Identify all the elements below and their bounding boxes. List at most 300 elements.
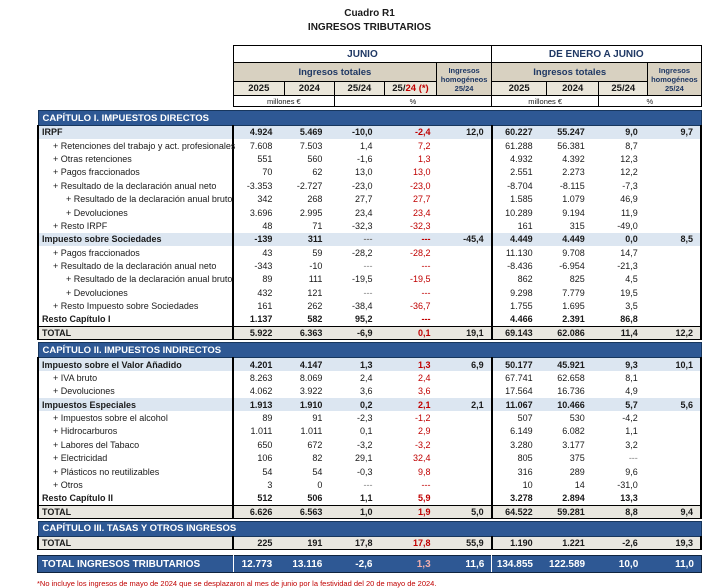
value-cell: 8,8 bbox=[599, 505, 648, 518]
homogeneos-label: Ingresos homogéneos bbox=[440, 65, 488, 84]
value-cell: 3.177 bbox=[562, 439, 585, 450]
value-cell: 11,9 bbox=[620, 207, 638, 218]
value-cell: 10.289 bbox=[505, 207, 533, 218]
value-cell: 89 bbox=[262, 274, 273, 285]
value-cell: 89 bbox=[262, 413, 273, 423]
ingresos-tributarios-table bbox=[37, 45, 702, 550]
value-cell: 3,5 bbox=[625, 301, 638, 312]
value-cell: 289 bbox=[569, 466, 585, 477]
value-cell: 1.011 bbox=[250, 426, 273, 437]
row-label: + Impuestos sobre el alcohol bbox=[38, 411, 233, 424]
value-cell: 1,1 bbox=[625, 426, 638, 437]
value-cell: 8,7 bbox=[625, 140, 638, 151]
value-cell bbox=[648, 438, 701, 451]
value-cell: 46,9 bbox=[620, 194, 638, 205]
value-cell: 9.708 bbox=[562, 247, 585, 258]
table-row bbox=[38, 286, 701, 299]
value-cell: 61.288 bbox=[505, 140, 533, 151]
value-cell: 106 bbox=[257, 453, 273, 464]
unit-pct-junio: % bbox=[334, 96, 491, 107]
col-header-enero-2024: 2024 bbox=[547, 82, 599, 96]
value-cell: 91 bbox=[312, 413, 323, 423]
section-header-label: CAPÍTULO II. IMPUESTOS INDIRECTOS bbox=[38, 343, 701, 358]
value-cell: 5,0 bbox=[437, 505, 492, 518]
homogeneos-ratio-label: 25/24 bbox=[665, 83, 684, 93]
value-cell: 19,1 bbox=[437, 326, 492, 339]
value-cell: 11.130 bbox=[505, 247, 533, 258]
grand-total-value-cell: 1,3 bbox=[385, 556, 437, 573]
table-row bbox=[38, 478, 701, 491]
header-ingresos-totales-junio: Ingresos totales bbox=[233, 63, 436, 82]
value-cell: -6.954 bbox=[559, 261, 585, 272]
value-cell: 225 bbox=[233, 536, 284, 549]
value-cell: -343 bbox=[254, 261, 273, 272]
value-cell: 54 bbox=[312, 466, 323, 477]
value-cell bbox=[648, 152, 701, 165]
value-cell: 64.522 bbox=[492, 505, 547, 518]
value-cell: 9,0 bbox=[599, 126, 648, 139]
row-label: + Resultado de la declaración anual bruto bbox=[38, 192, 233, 205]
value-cell: --- bbox=[363, 479, 373, 490]
value-cell: -139 bbox=[233, 233, 284, 246]
table-row bbox=[38, 233, 701, 246]
value-cell bbox=[648, 166, 701, 179]
value-cell: -3,2 bbox=[356, 439, 373, 450]
grand-total-value-cell: 134.855 bbox=[492, 556, 547, 573]
value-cell: 82 bbox=[312, 453, 323, 464]
value-cell bbox=[437, 166, 492, 179]
value-cell: 17,8 bbox=[384, 536, 436, 549]
value-cell bbox=[437, 385, 492, 398]
value-cell: 650 bbox=[257, 439, 273, 450]
value-cell: 23,4 bbox=[413, 207, 431, 218]
value-cell: 50.177 bbox=[492, 358, 547, 371]
value-cell bbox=[437, 152, 492, 165]
value-cell bbox=[437, 313, 492, 326]
row-label: TOTAL bbox=[38, 505, 233, 518]
value-cell: 111 bbox=[308, 274, 323, 285]
value-cell: -8.115 bbox=[559, 180, 585, 191]
value-cell: -1,6 bbox=[356, 153, 373, 164]
title-block bbox=[37, 8, 702, 33]
value-cell bbox=[648, 411, 701, 424]
value-cell bbox=[648, 259, 701, 272]
value-cell bbox=[648, 478, 701, 491]
value-cell: 32,4 bbox=[413, 453, 431, 464]
value-cell: -49,0 bbox=[617, 220, 638, 231]
value-cell: 5,7 bbox=[599, 398, 648, 411]
value-cell: 2,4 bbox=[418, 372, 431, 383]
value-cell: 7.503 bbox=[299, 140, 323, 151]
value-cell: 27,7 bbox=[354, 194, 373, 205]
value-cell: 12,2 bbox=[648, 326, 701, 339]
value-cell: 4.449 bbox=[492, 233, 547, 246]
value-cell: 1,4 bbox=[359, 140, 373, 151]
value-cell: 45.921 bbox=[547, 358, 599, 371]
value-cell: 3 bbox=[267, 479, 273, 490]
value-cell: 2.273 bbox=[562, 167, 585, 178]
row-label: + Retenciones del trabajo y act. profesionales bbox=[38, 139, 233, 152]
value-cell: 4.466 bbox=[492, 313, 547, 326]
value-cell: 10.466 bbox=[547, 398, 599, 411]
value-cell: 7.608 bbox=[249, 140, 273, 151]
table-row bbox=[38, 492, 701, 505]
value-cell: 23,4 bbox=[354, 207, 373, 218]
value-cell: 11,4 bbox=[599, 326, 648, 339]
value-cell: 1,0 bbox=[334, 505, 384, 518]
value-cell: 14,7 bbox=[620, 247, 638, 258]
table-row bbox=[38, 451, 701, 464]
value-cell: 3.696 bbox=[249, 207, 273, 218]
table-row bbox=[38, 259, 701, 272]
value-cell: 1.079 bbox=[562, 194, 585, 205]
value-cell bbox=[437, 465, 492, 478]
value-cell: 67.741 bbox=[505, 372, 533, 383]
value-cell: -8.704 bbox=[507, 180, 533, 191]
table-row bbox=[38, 505, 701, 518]
value-cell bbox=[648, 300, 701, 313]
col-header-junio-2025: 2025 bbox=[233, 82, 284, 96]
row-label: + Devoluciones bbox=[38, 206, 233, 219]
col-header-junio-2524-star bbox=[384, 82, 436, 96]
value-cell: --- bbox=[421, 261, 431, 272]
value-cell: 3,6 bbox=[418, 386, 431, 397]
table-row bbox=[38, 398, 701, 411]
value-cell bbox=[437, 273, 492, 286]
value-cell: --- bbox=[421, 479, 431, 490]
row-label: + Pagos fraccionados bbox=[38, 166, 233, 179]
value-cell: 1.910 bbox=[284, 398, 334, 411]
table-row bbox=[38, 385, 701, 398]
table-row bbox=[38, 139, 701, 152]
grand-total-value-cell: 12.773 bbox=[233, 556, 284, 573]
value-cell: 3.278 bbox=[492, 492, 547, 505]
value-cell: 70 bbox=[262, 167, 273, 178]
value-cell: 530 bbox=[569, 413, 585, 423]
value-cell: 1.137 bbox=[233, 313, 284, 326]
value-cell: -23,0 bbox=[410, 180, 431, 191]
value-cell: 9.194 bbox=[562, 207, 585, 218]
value-cell: --- bbox=[384, 313, 436, 326]
value-cell: 1.011 bbox=[300, 426, 323, 437]
value-cell: -19,5 bbox=[410, 274, 431, 285]
value-cell: 2,9 bbox=[418, 426, 431, 437]
value-cell: 1.913 bbox=[233, 398, 284, 411]
value-cell: 9.298 bbox=[510, 287, 533, 298]
value-cell: 432 bbox=[257, 287, 273, 298]
table-row bbox=[38, 219, 701, 232]
homogeneos-ratio-label: 25/24 bbox=[454, 83, 474, 93]
value-cell: 672 bbox=[307, 439, 323, 450]
row-label: + Devoluciones bbox=[38, 286, 233, 299]
table-header bbox=[38, 46, 701, 107]
value-cell: 8.263 bbox=[249, 372, 273, 383]
value-cell: 13,0 bbox=[354, 167, 373, 178]
row-label: TOTAL bbox=[38, 536, 233, 549]
value-cell: 1.695 bbox=[562, 301, 585, 312]
value-cell: 59.281 bbox=[547, 505, 599, 518]
value-cell: --- bbox=[334, 233, 384, 246]
value-cell: 4.392 bbox=[562, 153, 585, 164]
unit-millones-junio: millones € bbox=[233, 96, 334, 107]
value-cell: 5,6 bbox=[648, 398, 701, 411]
value-cell bbox=[437, 411, 492, 424]
row-label: + Otras retenciones bbox=[38, 152, 233, 165]
value-cell: -3,2 bbox=[415, 439, 431, 450]
section-header-row bbox=[38, 343, 701, 358]
value-cell bbox=[437, 300, 492, 313]
row-label: Resto Capítulo II bbox=[38, 492, 233, 505]
table-row bbox=[38, 371, 701, 384]
grand-total-value-cell: 13.116 bbox=[284, 556, 334, 573]
grand-total-value-cell: 11,0 bbox=[648, 556, 701, 573]
value-cell: 55,9 bbox=[437, 536, 492, 549]
value-cell: 17,8 bbox=[334, 536, 384, 549]
value-cell: -1,2 bbox=[415, 413, 431, 423]
value-cell: 13,3 bbox=[599, 492, 648, 505]
value-cell: 4,9 bbox=[625, 386, 638, 397]
grand-total-row bbox=[38, 556, 702, 573]
value-cell: 1,3 bbox=[384, 358, 436, 371]
value-cell: 4.449 bbox=[547, 233, 599, 246]
value-cell bbox=[437, 478, 492, 491]
value-cell: -28,2 bbox=[410, 247, 431, 258]
table-row bbox=[38, 300, 701, 313]
col-header-junio-2024: 2024 bbox=[284, 82, 334, 96]
grand-total-value-cell: 10,0 bbox=[599, 556, 648, 573]
value-cell: 512 bbox=[233, 492, 284, 505]
value-cell: 342 bbox=[257, 194, 273, 205]
row-label: + Resultado de la declaración anual neto bbox=[38, 179, 233, 192]
value-cell: 8,5 bbox=[648, 233, 701, 246]
value-cell bbox=[437, 492, 492, 505]
value-cell: -31,0 bbox=[617, 479, 638, 490]
value-cell: 1.755 bbox=[510, 301, 533, 312]
value-cell: 6.626 bbox=[233, 505, 284, 518]
ratio-suffix-red: 24 (*) bbox=[405, 83, 429, 94]
table-row bbox=[38, 326, 701, 339]
value-cell: 19,3 bbox=[648, 536, 701, 549]
value-cell: 29,1 bbox=[354, 453, 373, 464]
value-cell: 311 bbox=[284, 233, 334, 246]
value-cell: 95,2 bbox=[334, 313, 384, 326]
value-cell: 56.381 bbox=[557, 140, 585, 151]
value-cell: 9,4 bbox=[648, 505, 701, 518]
value-cell bbox=[648, 385, 701, 398]
value-cell: 161 bbox=[257, 301, 273, 312]
value-cell bbox=[437, 192, 492, 205]
table-row bbox=[38, 179, 701, 192]
value-cell: 560 bbox=[307, 153, 323, 164]
value-cell: 19,5 bbox=[620, 287, 638, 298]
value-cell: -32,3 bbox=[410, 220, 431, 231]
value-cell bbox=[648, 246, 701, 259]
value-cell: 3.280 bbox=[510, 439, 533, 450]
value-cell bbox=[437, 219, 492, 232]
table-row bbox=[38, 411, 701, 424]
value-cell: 55.247 bbox=[547, 126, 599, 139]
value-cell: 5.469 bbox=[284, 126, 334, 139]
value-cell: 4.147 bbox=[284, 358, 334, 371]
value-cell: 315 bbox=[569, 220, 585, 231]
footnote: *No incluye los ingresos de mayo de 2024 que se desplazaron al mes de junio por la festividad del 20 de mayo de 2024. bbox=[37, 579, 437, 588]
value-cell: 10,1 bbox=[648, 358, 701, 371]
value-cell: 59 bbox=[312, 247, 323, 258]
grand-total-body bbox=[38, 556, 702, 573]
row-label: + Devoluciones bbox=[38, 385, 233, 398]
value-cell: 805 bbox=[517, 453, 533, 464]
value-cell: 6.363 bbox=[284, 326, 334, 339]
value-cell: 9,7 bbox=[648, 126, 701, 139]
value-cell: 6.149 bbox=[510, 426, 533, 437]
value-cell bbox=[648, 492, 701, 505]
value-cell: 507 bbox=[517, 413, 533, 423]
value-cell: 0 bbox=[317, 479, 323, 490]
value-cell: -6,9 bbox=[334, 326, 384, 339]
value-cell: 825 bbox=[569, 274, 585, 285]
grand-total-label: TOTAL INGRESOS TRIBUTARIOS bbox=[38, 556, 234, 573]
value-cell: 582 bbox=[284, 313, 334, 326]
table-number-title: Cuadro R1 bbox=[344, 8, 395, 19]
table-row bbox=[38, 313, 701, 326]
header-blank-cell bbox=[38, 46, 233, 107]
value-cell: 69.143 bbox=[492, 326, 547, 339]
value-cell: -10,0 bbox=[334, 126, 384, 139]
value-cell: 3,6 bbox=[359, 386, 373, 397]
row-label: TOTAL bbox=[38, 326, 233, 339]
value-cell: 7.779 bbox=[562, 287, 585, 298]
value-cell: 43 bbox=[262, 247, 273, 258]
row-label: + Electricidad bbox=[38, 451, 233, 464]
value-cell: 551 bbox=[257, 153, 273, 164]
value-cell: 1.221 bbox=[547, 536, 599, 549]
unit-pct-enero: % bbox=[599, 96, 701, 107]
table-row bbox=[38, 166, 701, 179]
grand-total-value-cell: 11,6 bbox=[437, 556, 492, 573]
value-cell bbox=[437, 371, 492, 384]
table-body bbox=[38, 107, 701, 550]
value-cell: 48 bbox=[262, 220, 273, 231]
value-cell bbox=[648, 179, 701, 192]
header-ingresos-homogeneos-junio bbox=[437, 63, 492, 96]
value-cell: 16.736 bbox=[557, 386, 585, 397]
value-cell: 6.082 bbox=[562, 426, 585, 437]
page-title: INGRESOS TRIBUTARIOS bbox=[307, 22, 432, 33]
value-cell: -4,2 bbox=[622, 413, 638, 423]
value-cell: -3.353 bbox=[246, 180, 273, 191]
value-cell: 9,6 bbox=[625, 466, 638, 477]
row-label: Impuestos Especiales bbox=[38, 398, 233, 411]
value-cell: 2.391 bbox=[547, 313, 599, 326]
row-label: + Plásticos no reutilizables bbox=[38, 465, 233, 478]
value-cell: 2.995 bbox=[299, 207, 323, 218]
value-cell bbox=[437, 206, 492, 219]
value-cell: 54 bbox=[262, 466, 273, 477]
value-cell: 62.086 bbox=[547, 326, 599, 339]
row-label: + Otros bbox=[38, 478, 233, 491]
row-label: + Labores del Tabaco bbox=[38, 438, 233, 451]
value-cell: -0,3 bbox=[356, 466, 373, 477]
row-label: + Resto Impuesto sobre Sociedades bbox=[38, 300, 233, 313]
value-cell: -38,4 bbox=[351, 301, 373, 312]
value-cell: 17.564 bbox=[505, 386, 533, 397]
section-header-row bbox=[38, 111, 701, 126]
col-header-enero-2025: 2025 bbox=[492, 82, 547, 96]
value-cell: 4.062 bbox=[249, 386, 273, 397]
table-row bbox=[38, 358, 701, 371]
value-cell: 121 bbox=[307, 287, 323, 298]
value-cell: 2,4 bbox=[359, 372, 373, 383]
value-cell bbox=[437, 438, 492, 451]
value-cell bbox=[648, 273, 701, 286]
value-cell: --- bbox=[628, 453, 638, 464]
header-ingresos-homogeneos-enero bbox=[648, 63, 701, 96]
value-cell: 375 bbox=[569, 453, 585, 464]
value-cell: 191 bbox=[284, 536, 334, 549]
value-cell: 62 bbox=[312, 167, 323, 178]
value-cell bbox=[648, 206, 701, 219]
value-cell: 8,1 bbox=[625, 372, 638, 383]
value-cell: -32,3 bbox=[351, 220, 373, 231]
row-label: IRPF bbox=[38, 126, 233, 139]
value-cell: 5,9 bbox=[384, 492, 436, 505]
section-header-label: CAPÍTULO III. TASAS Y OTROS INGRESOS bbox=[38, 521, 701, 536]
value-cell bbox=[648, 465, 701, 478]
value-cell: 60.227 bbox=[492, 126, 547, 139]
table-row bbox=[38, 425, 701, 438]
value-cell: 9,8 bbox=[418, 466, 431, 477]
value-cell: 2,1 bbox=[437, 398, 492, 411]
value-cell: 1,9 bbox=[384, 505, 436, 518]
value-cell: -45,4 bbox=[437, 233, 492, 246]
value-cell bbox=[648, 313, 701, 326]
value-cell: -10 bbox=[309, 261, 323, 272]
value-cell bbox=[437, 139, 492, 152]
value-cell: 1.585 bbox=[510, 194, 533, 205]
value-cell: 1,3 bbox=[334, 358, 384, 371]
value-cell: 4.932 bbox=[510, 153, 533, 164]
value-cell: -23,0 bbox=[351, 180, 373, 191]
value-cell: 62.658 bbox=[557, 372, 585, 383]
value-cell: 862 bbox=[517, 274, 533, 285]
value-cell: 4.201 bbox=[233, 358, 284, 371]
value-cell: 316 bbox=[517, 466, 533, 477]
ratio-prefix: 25/ bbox=[392, 83, 406, 94]
section-header-row bbox=[38, 521, 701, 536]
value-cell: -2,3 bbox=[356, 413, 373, 423]
row-label: + Hidrocarburos bbox=[38, 425, 233, 438]
value-cell: -19,5 bbox=[351, 274, 373, 285]
value-cell: 9,3 bbox=[599, 358, 648, 371]
value-cell: 1,3 bbox=[418, 153, 431, 164]
table-row bbox=[38, 438, 701, 451]
value-cell: 8.069 bbox=[299, 372, 323, 383]
value-cell bbox=[648, 371, 701, 384]
value-cell: 2.551 bbox=[510, 167, 533, 178]
report-content bbox=[37, 8, 702, 588]
value-cell bbox=[437, 179, 492, 192]
column-group-junio: JUNIO bbox=[233, 46, 491, 63]
row-label: + IVA bruto bbox=[38, 371, 233, 384]
value-cell: 2,1 bbox=[384, 398, 436, 411]
col-header-junio-2524: 25/24 bbox=[334, 82, 384, 96]
value-cell: 506 bbox=[284, 492, 334, 505]
header-ingresos-totales-enero: Ingresos totales bbox=[492, 63, 648, 82]
table-row bbox=[38, 536, 701, 549]
value-cell bbox=[648, 139, 701, 152]
value-cell: 12,2 bbox=[620, 167, 638, 178]
value-cell bbox=[648, 425, 701, 438]
